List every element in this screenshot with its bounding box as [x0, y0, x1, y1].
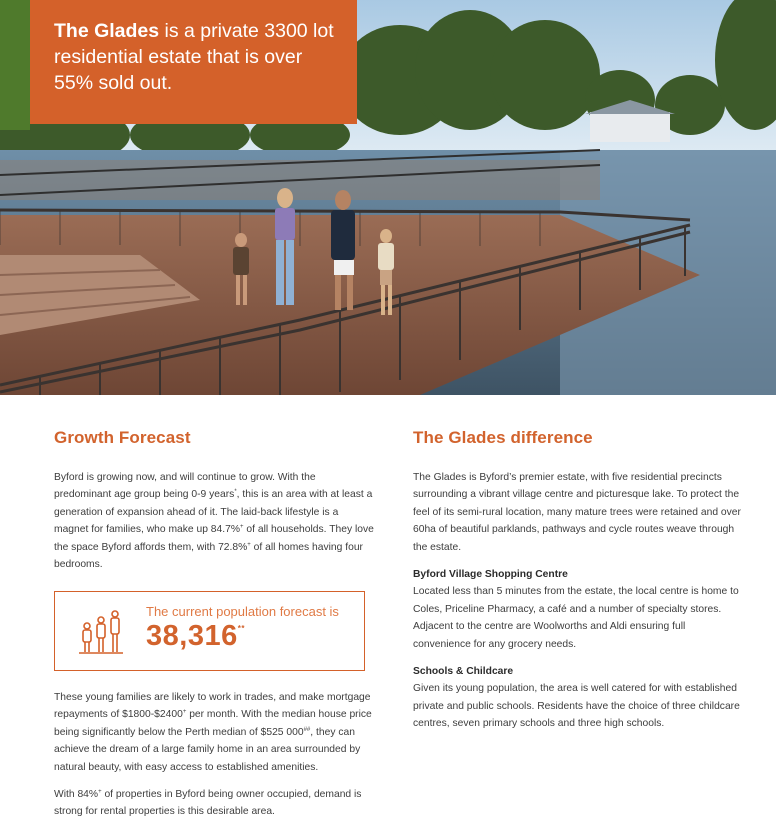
- schools-text: Given its young population, the area is well catered for with established private and public schools. Residents have the choice of three childcare centres, seven primary schools and three high schools.: [413, 683, 740, 730]
- hero-title-box: [30, 0, 357, 124]
- shopping-heading: Byford Village Shopping Centre: [413, 569, 568, 581]
- growth-paragraph-2: These young families are likely to work in trades, and make mortgage repayments of $1800-$2400+ per month. With the median house price being significantly below the Perth median of $525 000##, they can achieve the dream of a large family home in an area surrounded by natural beauty, with easy access to established amenities.: [54, 692, 372, 773]
- growth-forecast-heading: Growth Forecast: [54, 428, 191, 447]
- growth-paragraph-1: Byford is growing now, and will continue to grow. With the predominant age group being 0-9 years*, this is an area with at least a generation of expansion ahead of it. The laid-back lifestyle is a magnet for families, who make up 84.7%+ of all households. They love the space Byford affords them, with 72.8%+ of all homes having four bedrooms.: [54, 472, 374, 571]
- population-forecast-box: [54, 591, 365, 671]
- hero-title-rest: is a private 3300 lot residential estate that is over 55% sold out.: [54, 20, 334, 94]
- people-growth-icon: [77, 609, 125, 655]
- hero-title-bold: The Glades: [54, 20, 160, 42]
- shopping-text: Located less than 5 minutes from the estate, the local centre is home to Coles, Priceline Pharmacy, a café and a number of specialty stores. Adjacent to the centre are Woolworths and Aldi ensuring full convenience for any grocery needs.: [413, 586, 739, 650]
- growth-forecast-section-continued: [54, 689, 374, 821]
- forecast-value: 38,316**: [146, 620, 245, 652]
- forecast-label: The current population forecast is: [146, 604, 339, 619]
- difference-intro: The Glades is Byford’s premier estate, with five residential precincts surrounding a vibrant village centre and picturesque lake. To protect the feel of its semi-rural location, many mature trees were retained and over 60ha of beautiful parklands, pathways and cycle routes weave through the estate.: [413, 472, 741, 553]
- growth-forecast-section: [54, 428, 374, 573]
- glades-difference-heading: The Glades difference: [413, 428, 593, 447]
- schools-heading: Schools & Childcare: [413, 666, 514, 678]
- glades-difference-section: [413, 428, 743, 733]
- growth-paragraph-3: With 84%+ of properties in Byford being owner occupied, demand is strong for rental properties is this desirable area.: [54, 789, 362, 818]
